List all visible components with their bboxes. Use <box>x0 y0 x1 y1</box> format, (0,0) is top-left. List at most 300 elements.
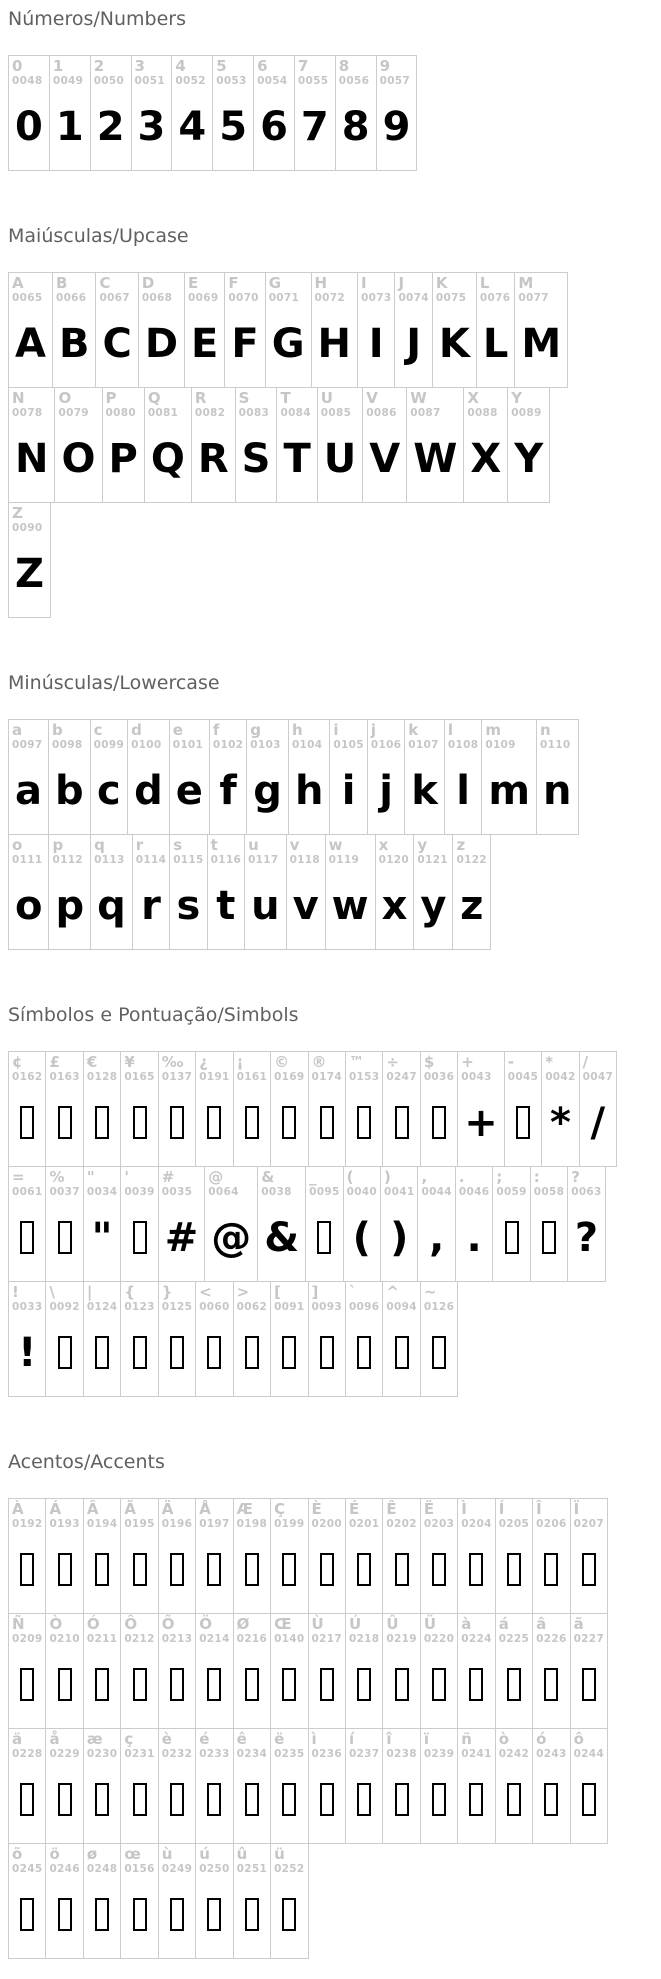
glyph-cell-0193 <box>45 1498 83 1614</box>
cell-unicode-label: 0088 <box>467 406 498 419</box>
rendered-glyph: / <box>590 1099 606 1146</box>
rendered-glyph: L <box>482 320 509 367</box>
tofu-box-icon <box>582 1553 596 1586</box>
cell-unicode-label: 0078 <box>12 406 43 419</box>
glyph-cell-0094 <box>382 1281 420 1397</box>
rendered-glyph: " <box>91 1214 113 1261</box>
cell-char-label: Œ <box>274 1615 292 1633</box>
glyph-cell-0169 <box>270 1051 308 1167</box>
tofu-box-icon <box>133 1221 147 1254</box>
rendered-glyph: H <box>317 320 352 367</box>
tofu-box-icon <box>357 1553 371 1586</box>
glyph-cell-0043 <box>457 1051 505 1167</box>
cell-unicode-label: 0064 <box>208 1185 239 1198</box>
cell-char-label: ¢ <box>12 1053 23 1071</box>
cell-unicode-label: 0192 <box>12 1517 43 1530</box>
glyph-cell-0212 <box>120 1613 158 1729</box>
glyph-cell-0084 <box>276 387 317 503</box>
cell-char-label: C <box>99 274 111 292</box>
glyph-cell-0128 <box>83 1051 121 1167</box>
missing-glyph <box>536 1645 566 1724</box>
cell-char-label: ' <box>124 1168 129 1186</box>
cell-unicode-label: 0103 <box>250 738 281 751</box>
missing-glyph <box>499 1645 529 1724</box>
tofu-box-icon <box>282 1553 296 1586</box>
tofu-box-icon <box>469 1783 483 1816</box>
tofu-box-icon <box>133 1106 147 1139</box>
glyph-cell-0072 <box>311 272 358 388</box>
cell-char-label: ø <box>86 1845 98 1863</box>
cell-char-label: Ô <box>124 1615 138 1633</box>
missing-glyph <box>49 1530 79 1609</box>
missing-glyph <box>274 1760 304 1839</box>
glyph-cell-0076 <box>476 272 516 388</box>
missing-glyph <box>199 1760 229 1839</box>
cell-unicode-label: 0060 <box>199 1300 230 1313</box>
cell-unicode-label: 0207 <box>573 1517 604 1530</box>
cell-unicode-label: 0082 <box>194 406 226 419</box>
cell-char-label: _ <box>309 1168 317 1186</box>
rendered-glyph: f <box>219 767 237 814</box>
cell-char-label: , <box>421 1168 428 1186</box>
tofu-box-icon <box>282 1106 296 1139</box>
rendered-glyph: Z <box>15 550 45 597</box>
glyph-cell-0244 <box>570 1728 608 1844</box>
glyph-cell-0153 <box>345 1051 383 1167</box>
tofu-box-icon <box>357 1668 371 1701</box>
cell-char-label: Ë <box>423 1500 435 1518</box>
glyph-cell-0113 <box>90 834 133 950</box>
cell-unicode-label: 0093 <box>311 1300 342 1313</box>
tofu-box-icon <box>245 1336 259 1369</box>
cell-unicode-label: 0053 <box>216 74 247 87</box>
glyph-cell-0051 <box>131 55 173 171</box>
cell-unicode-label: 0237 <box>348 1747 380 1760</box>
rendered-glyph: P <box>108 435 138 482</box>
glyph-cell-0048 <box>8 55 50 171</box>
glyph-cell-0089 <box>507 387 550 503</box>
rendered-glyph: R <box>197 435 229 482</box>
glyph-cell-0082 <box>191 387 236 503</box>
glyph-cell-0105 <box>329 719 367 835</box>
tofu-box-icon <box>432 1106 446 1139</box>
cell-char-label: + <box>461 1053 474 1071</box>
cell-unicode-label: 0235 <box>274 1747 305 1760</box>
missing-glyph <box>349 1645 379 1724</box>
tofu-box-icon <box>58 1106 72 1139</box>
cell-unicode-label: 0121 <box>417 853 448 866</box>
cell-char-label: ã <box>573 1615 584 1633</box>
tofu-box-icon <box>133 1668 147 1701</box>
cell-char-label: Í <box>498 1500 505 1518</box>
glyph-row <box>8 1498 653 1614</box>
missing-glyph <box>199 1530 229 1609</box>
cell-unicode-label: 0202 <box>386 1517 417 1530</box>
cell-char-label: n <box>540 721 551 739</box>
cell-char-label: < <box>199 1283 212 1301</box>
missing-glyph <box>309 1198 339 1277</box>
missing-glyph <box>124 1645 154 1724</box>
tofu-box-icon <box>20 1553 34 1586</box>
glyph-cell-0085 <box>317 387 363 503</box>
glyph-cell-0120 <box>375 834 415 950</box>
cell-unicode-label: 0037 <box>49 1185 80 1198</box>
glyph-row <box>8 272 653 388</box>
glyph-cell-0099 <box>90 719 128 835</box>
section-title-numbers: Números/Numbers <box>8 8 186 30</box>
tofu-box-icon <box>245 1668 259 1701</box>
cell-unicode-label: 0063 <box>571 1185 602 1198</box>
glyph-cell-0109 <box>481 719 537 835</box>
tofu-box-icon <box>507 1668 521 1701</box>
missing-glyph <box>461 1530 491 1609</box>
glyph-cell-0196 <box>158 1498 196 1614</box>
missing-glyph <box>349 1760 379 1839</box>
cell-char-label: o <box>12 836 23 854</box>
tofu-box-icon <box>245 1898 259 1931</box>
tofu-box-icon <box>245 1553 259 1586</box>
cell-unicode-label: 0153 <box>348 1070 380 1083</box>
glyph-cell-0174 <box>308 1051 346 1167</box>
rendered-glyph: n <box>543 767 572 814</box>
cell-unicode-label: 0100 <box>131 738 162 751</box>
glyph-cell-0055 <box>294 55 336 171</box>
cell-char-label: 3 <box>134 57 145 75</box>
cell-unicode-label: 0219 <box>386 1632 417 1645</box>
glyph-cell-0218 <box>345 1613 383 1729</box>
cell-char-label: à <box>461 1615 472 1633</box>
rendered-glyph: S <box>241 435 271 482</box>
cell-char-label: 9 <box>379 57 391 75</box>
cell-unicode-label: 0213 <box>161 1632 193 1645</box>
cell-unicode-label: 0099 <box>93 738 125 751</box>
missing-glyph <box>162 1760 192 1839</box>
cell-unicode-label: 0098 <box>52 738 83 751</box>
glyph-cell-0061 <box>8 1166 46 1282</box>
cell-char-label: ñ <box>461 1730 472 1748</box>
cell-char-label: â <box>536 1615 547 1633</box>
cell-unicode-label: 0094 <box>386 1300 417 1313</box>
cell-unicode-label: 0209 <box>12 1632 43 1645</box>
rendered-glyph: 9 <box>382 103 411 150</box>
missing-glyph <box>274 1645 304 1724</box>
tofu-box-icon <box>58 1221 72 1254</box>
glyph-cell-0049 <box>49 55 91 171</box>
cell-unicode-label: 0043 <box>461 1070 492 1083</box>
glyph-cell-0100 <box>127 719 170 835</box>
cell-unicode-label: 0069 <box>188 291 219 304</box>
glyph-cell-0122 <box>452 834 490 950</box>
cell-unicode-label: 0244 <box>573 1747 604 1760</box>
glyph-cell-0209 <box>8 1613 46 1729</box>
missing-glyph <box>312 1313 342 1392</box>
cell-char-label: É <box>348 1500 360 1518</box>
glyph-cell-0092 <box>45 1281 83 1397</box>
rendered-glyph: k <box>411 767 438 814</box>
cell-unicode-label: 0230 <box>86 1747 118 1760</box>
missing-glyph <box>349 1530 379 1609</box>
glyph-cell-0073 <box>357 272 395 388</box>
cell-char-label: m <box>485 721 501 739</box>
cell-unicode-label: 0218 <box>348 1632 380 1645</box>
cell-char-label: t <box>210 836 218 854</box>
glyph-cell-0232 <box>158 1728 196 1844</box>
tofu-box-icon <box>170 1668 184 1701</box>
glyph-cell-0033 <box>8 1281 46 1397</box>
tofu-box-icon <box>207 1783 221 1816</box>
cell-unicode-label: 0250 <box>199 1862 230 1875</box>
tofu-box-icon <box>432 1336 446 1369</box>
glyph-row <box>8 834 653 950</box>
tofu-box-icon <box>320 1106 334 1139</box>
glyph-cell-0107 <box>404 719 445 835</box>
cell-char-label: Ø <box>236 1615 250 1633</box>
missing-glyph <box>124 1530 154 1609</box>
tofu-box-icon <box>320 1553 334 1586</box>
cell-char-label: ] <box>311 1283 319 1301</box>
cell-char-label: q <box>94 836 105 854</box>
glyph-cell-0110 <box>536 719 578 835</box>
glyph-row <box>8 719 653 835</box>
rendered-glyph: Q <box>150 435 185 482</box>
cell-char-label: ¡ <box>236 1053 244 1071</box>
glyph-cell-0247 <box>382 1051 420 1167</box>
cell-char-label: Ê <box>386 1500 397 1518</box>
cell-char-label: . <box>458 1168 465 1186</box>
glyph-cell-0068 <box>138 272 185 388</box>
cell-char-label: Q <box>147 389 161 407</box>
cell-char-label: : <box>533 1168 540 1186</box>
glyph-cell-0233 <box>195 1728 233 1844</box>
missing-glyph <box>87 1530 117 1609</box>
cell-char-label: r <box>135 836 144 854</box>
cell-unicode-label: 0061 <box>12 1185 43 1198</box>
cell-unicode-label: 0122 <box>456 853 487 866</box>
rendered-glyph: v <box>292 882 319 929</box>
glyph-cell-0238 <box>382 1728 420 1844</box>
cell-char-label: î <box>386 1730 392 1748</box>
cell-unicode-label: 0033 <box>12 1300 43 1313</box>
glyph-cell-0088 <box>463 387 508 503</box>
glyph-cell-0052 <box>171 55 213 171</box>
tofu-box-icon <box>317 1221 331 1254</box>
rendered-glyph: C <box>102 320 132 367</box>
rendered-glyph: J <box>406 320 422 367</box>
glyph-cell-0047 <box>579 1051 617 1167</box>
missing-glyph <box>87 1083 117 1162</box>
rendered-glyph: o <box>15 882 43 929</box>
rendered-glyph: b <box>55 767 84 814</box>
tofu-box-icon <box>58 1336 72 1369</box>
cell-char-label: Î <box>536 1500 542 1518</box>
rendered-glyph: x <box>381 882 408 929</box>
glyph-cell-0083 <box>235 387 278 503</box>
rendered-glyph: e <box>175 767 203 814</box>
cell-unicode-label: 0084 <box>280 406 311 419</box>
rendered-glyph: q <box>97 882 126 929</box>
cell-unicode-label: 0216 <box>236 1632 268 1645</box>
missing-glyph <box>162 1645 192 1724</box>
glyph-cell-0252 <box>270 1843 308 1959</box>
cell-unicode-label: 0052 <box>175 74 206 87</box>
cell-char-label: j <box>370 721 377 739</box>
tofu-box-icon <box>282 1783 296 1816</box>
cell-unicode-label: 0123 <box>124 1300 155 1313</box>
cell-unicode-label: 0126 <box>423 1300 455 1313</box>
missing-glyph <box>199 1313 229 1392</box>
glyph-cell-0036 <box>420 1051 458 1167</box>
glyph-cell-0104 <box>288 719 330 835</box>
cell-unicode-label: 0231 <box>124 1747 155 1760</box>
cell-unicode-label: 0225 <box>498 1632 530 1645</box>
cell-char-label: e <box>172 721 183 739</box>
glyph-cell-0056 <box>335 55 377 171</box>
cell-char-label: ì <box>311 1730 317 1748</box>
section-title-symbols: Símbolos e Pontuação/Simbols <box>8 1004 299 1026</box>
glyph-cell-0225 <box>495 1613 533 1729</box>
cell-unicode-label: 0163 <box>49 1070 80 1083</box>
tofu-box-icon <box>245 1783 259 1816</box>
glyph-cell-0213 <box>158 1613 196 1729</box>
rendered-glyph: z <box>460 882 484 929</box>
cell-unicode-label: 0104 <box>291 738 323 751</box>
cell-char-label: 5 <box>216 57 227 75</box>
glyph-cell-0226 <box>532 1613 570 1729</box>
cell-unicode-label: 0246 <box>49 1862 80 1875</box>
cell-char-label: x <box>378 836 389 854</box>
cell-unicode-label: 0234 <box>236 1747 268 1760</box>
cell-unicode-label: 0074 <box>398 291 429 304</box>
tofu-box-icon <box>320 1783 334 1816</box>
cell-unicode-label: 0169 <box>274 1070 305 1083</box>
glyph-cell-0250 <box>195 1843 233 1959</box>
missing-glyph <box>12 1530 42 1609</box>
rendered-glyph: y <box>420 882 447 929</box>
cell-unicode-label: 0200 <box>311 1517 342 1530</box>
glyph-cell-0236 <box>308 1728 346 1844</box>
cell-unicode-label: 0075 <box>435 291 467 304</box>
rendered-glyph: E <box>191 320 219 367</box>
tofu-box-icon <box>58 1668 72 1701</box>
cell-unicode-label: 0051 <box>134 74 165 87</box>
tofu-box-icon <box>170 1783 184 1816</box>
tofu-box-icon <box>20 1668 34 1701</box>
rendered-glyph: r <box>141 882 161 929</box>
cell-unicode-label: 0156 <box>124 1862 155 1875</box>
tofu-box-icon <box>95 1783 109 1816</box>
rendered-glyph: 8 <box>341 103 370 150</box>
cell-char-label: W <box>410 389 427 407</box>
rendered-glyph: K <box>438 320 470 367</box>
rendered-glyph: 3 <box>137 103 166 150</box>
glyph-cell-0228 <box>8 1728 46 1844</box>
missing-glyph <box>424 1645 454 1724</box>
glyph-row <box>8 55 653 171</box>
cell-unicode-label: 0054 <box>257 74 288 87</box>
cell-char-label: ä <box>12 1730 23 1748</box>
glyph-cell-0102 <box>209 719 247 835</box>
missing-glyph <box>237 1083 267 1162</box>
missing-glyph <box>237 1530 267 1609</box>
glyph-cell-0194 <box>83 1498 121 1614</box>
glyph-cell-0200 <box>308 1498 346 1614</box>
cell-char-label: l <box>447 721 454 739</box>
cell-unicode-label: 0044 <box>421 1185 452 1198</box>
cell-char-label: w <box>328 836 343 854</box>
cell-unicode-label: 0161 <box>236 1070 268 1083</box>
cell-char-label: Ò <box>49 1615 63 1633</box>
tofu-box-icon <box>282 1898 296 1931</box>
rendered-glyph: s <box>176 882 201 929</box>
missing-glyph <box>162 1083 192 1162</box>
cell-char-label: F <box>228 274 239 292</box>
rendered-glyph: X <box>470 435 502 482</box>
cell-char-label: h <box>291 721 303 739</box>
cell-unicode-label: 0243 <box>536 1747 567 1760</box>
glyph-cell-0077 <box>514 272 568 388</box>
missing-glyph <box>124 1198 154 1277</box>
cell-char-label: Á <box>49 1500 62 1518</box>
glyph-table-symbols <box>8 1051 653 1397</box>
missing-glyph <box>386 1530 416 1609</box>
cell-unicode-label: 0042 <box>545 1070 576 1083</box>
cell-unicode-label: 0198 <box>236 1517 268 1530</box>
cell-char-label: I <box>361 274 367 292</box>
cell-unicode-label: 0251 <box>236 1862 268 1875</box>
cell-char-label: | <box>86 1283 93 1301</box>
glyph-cell-0198 <box>233 1498 271 1614</box>
glyph-cell-0216 <box>233 1613 271 1729</box>
cell-char-label: Â <box>86 1500 99 1518</box>
cell-char-label: ` <box>348 1283 357 1301</box>
glyph-cell-0242 <box>495 1728 533 1844</box>
glyph-row <box>8 1166 653 1282</box>
cell-unicode-label: 0049 <box>52 74 84 87</box>
cell-char-label: U <box>320 389 333 407</box>
glyph-cell-0053 <box>212 55 254 171</box>
rendered-glyph: . <box>466 1214 482 1261</box>
cell-char-label: * <box>545 1053 554 1071</box>
glyph-cell-0163 <box>45 1051 83 1167</box>
missing-glyph <box>274 1313 304 1392</box>
cell-char-label: Ù <box>311 1615 324 1633</box>
glyph-cell-0034 <box>83 1166 121 1282</box>
cell-unicode-label: 0112 <box>52 853 83 866</box>
cell-char-label: 4 <box>175 57 186 75</box>
missing-glyph <box>274 1530 304 1609</box>
glyph-cell-0111 <box>8 834 49 950</box>
glyph-row <box>8 1728 653 1844</box>
glyph-row <box>8 502 653 618</box>
missing-glyph <box>312 1530 342 1609</box>
cell-char-label: K <box>435 274 448 292</box>
cell-char-label: Ì <box>461 1500 467 1518</box>
rendered-glyph: 6 <box>260 103 288 150</box>
glyph-cell-0078 <box>8 387 55 503</box>
tofu-box-icon <box>432 1668 446 1701</box>
cell-char-label: - <box>507 1053 514 1071</box>
glyph-cell-0192 <box>8 1498 46 1614</box>
cell-unicode-label: 0070 <box>228 291 259 304</box>
tofu-box-icon <box>95 1668 109 1701</box>
cell-char-label: ¥ <box>124 1053 135 1071</box>
glyph-cell-0038 <box>257 1166 306 1282</box>
cell-char-label: D <box>141 274 155 292</box>
rendered-glyph: + <box>464 1099 498 1146</box>
tofu-box-icon <box>170 1898 184 1931</box>
glyph-table-numbers <box>8 55 653 171</box>
rendered-glyph: 1 <box>55 103 84 150</box>
